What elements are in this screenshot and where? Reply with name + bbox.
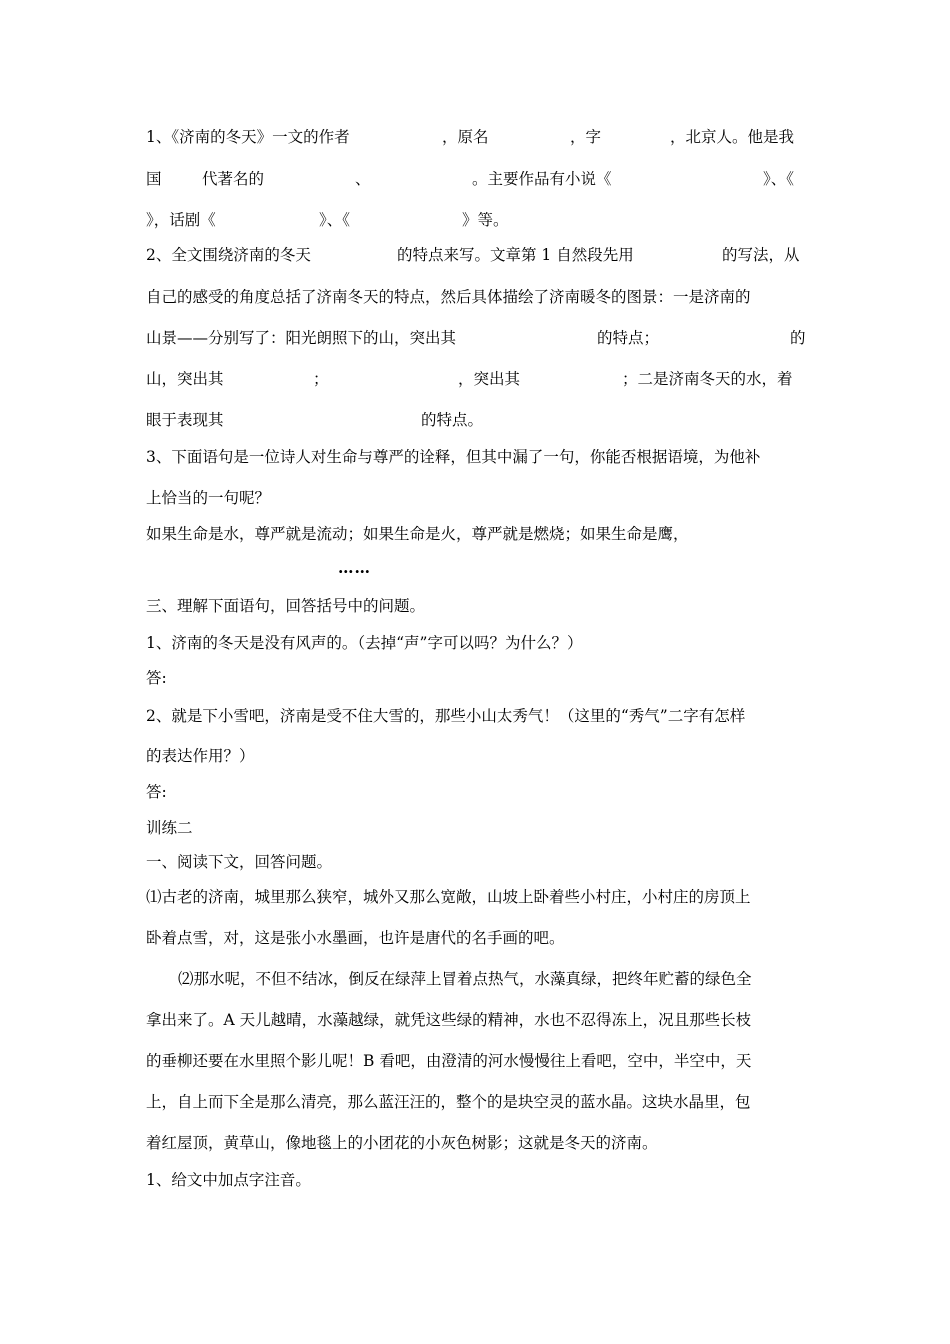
q2-line4-part4: ；二是济南冬天的水，着 bbox=[622, 370, 793, 388]
passage-p2-line2: 拿出来了。A 天儿越晴，水藻越绿，就凭这些绿的精神，水也不忍得冻上，况且那些长枝 bbox=[146, 1011, 752, 1029]
passage-p2-line5: 着红屋顶，黄草山，像地毯上的小团花的小灰色树影；这就是冬天的济南。 bbox=[146, 1134, 658, 1152]
q2-line1-part3: 的写法，从 bbox=[722, 246, 800, 264]
q2-line2: 自己的感受的角度总括了济南冬天的特点，然后具体描绘了济南暖冬的图景：一是济南的 bbox=[146, 288, 751, 306]
q1-line2-part3: 、 bbox=[355, 170, 371, 188]
q1-line2-part4: 。主要作品有小说《 bbox=[472, 170, 612, 188]
q1-line1-part2: ，原名 bbox=[442, 128, 489, 146]
q2-line4-part3: ，突出其 bbox=[458, 370, 521, 388]
q3-line2: 上恰当的一句呢？ bbox=[146, 489, 271, 507]
q2-line4-part1: 山，突出其 bbox=[146, 370, 224, 388]
q1-line3-part2: 》、《 bbox=[319, 211, 351, 229]
q1-line2-part5: 》、《 bbox=[763, 170, 795, 188]
q3-line3: 如果生命是水，尊严就是流动；如果生命是火，尊严就是燃烧；如果生命是鹰， bbox=[146, 525, 689, 543]
section3-item2-line1: 2、就是下小雪吧，济南是受不住大雪的，那些小山太秀气！（这里的“秀气”二字有怎样 bbox=[146, 707, 746, 725]
q1-line1-part3: ，字 bbox=[570, 128, 602, 146]
q1-line3-part3: 》等。 bbox=[462, 211, 509, 229]
q1-line1-part1: 1、《济南的冬天》一文的作者 bbox=[146, 128, 350, 146]
training2-question1: 1、给文中加点字注音。 bbox=[146, 1171, 311, 1189]
q2-line5-part2: 的特点。 bbox=[421, 411, 484, 429]
training2-subtitle: 一、阅读下文，回答问题。 bbox=[146, 853, 333, 871]
passage-p1-line1: ⑴古老的济南，城里那么狭窄，城外又那么宽敞，山坡上卧着些小村庄，小村庄的房顶上 bbox=[146, 888, 751, 906]
q2-line1-part1: 2、全文围绕济南的冬天 bbox=[146, 246, 311, 264]
q2-line3-part1: 山景——分别写了：阳光朗照下的山，突出其 bbox=[146, 329, 457, 347]
q3-line1: 3、下面语句是一位诗人对生命与尊严的诠释，但其中漏了一句，你能否根据语境，为他补 bbox=[146, 448, 761, 466]
passage-p2-line4: 上，自上而下全是那么清亮，那么蓝汪汪的，整个的是块空灵的蓝水晶。这块水晶里，包 bbox=[146, 1093, 751, 1111]
section3-item1: 1、济南的冬天是没有风声的。（去掉“声”字可以吗？为什么？） bbox=[146, 634, 583, 652]
training2-title: 训练二 bbox=[146, 819, 193, 837]
passage-p1-line2: 卧着点雪，对，这是张小水墨画，也许是唐代的名手画的吧。 bbox=[146, 929, 565, 947]
section3-answer2: 答: bbox=[146, 783, 167, 801]
section3-answer1: 答: bbox=[146, 669, 167, 687]
q1-line1-part4: ，北京人。他是我 bbox=[670, 128, 795, 146]
q2-line4-part2: ； bbox=[313, 370, 329, 388]
q2-line1-part2: 的特点来写。文章第 1 自然段先用 bbox=[397, 246, 634, 264]
passage-p2-line1: ⑵那水呢，不但不结冰，倒反在绿萍上冒着点热气，水藻真绿，把终年贮蓄的绿色全 bbox=[178, 970, 752, 988]
q1-line2-part2: 代著名的 bbox=[202, 170, 265, 188]
q1-line2-part1: 国 bbox=[146, 170, 162, 188]
q3-ellipsis: …… bbox=[338, 558, 371, 577]
q2-line3-part2: 的特点； bbox=[597, 329, 660, 347]
q2-line3-part3: 的 bbox=[790, 329, 806, 347]
section3-item2-line2: 的表达作用？） bbox=[146, 747, 255, 765]
section3-title: 三、理解下面语句，回答括号中的问题。 bbox=[146, 597, 426, 615]
q2-line5-part1: 眼于表现其 bbox=[146, 411, 224, 429]
passage-p2-line3: 的垂柳还要在水里照个影儿呢！B 看吧，由澄清的河水慢慢往上看吧，空中，半空中，天 bbox=[146, 1052, 752, 1070]
q1-line3-part1: 》，话剧《 bbox=[146, 211, 216, 229]
